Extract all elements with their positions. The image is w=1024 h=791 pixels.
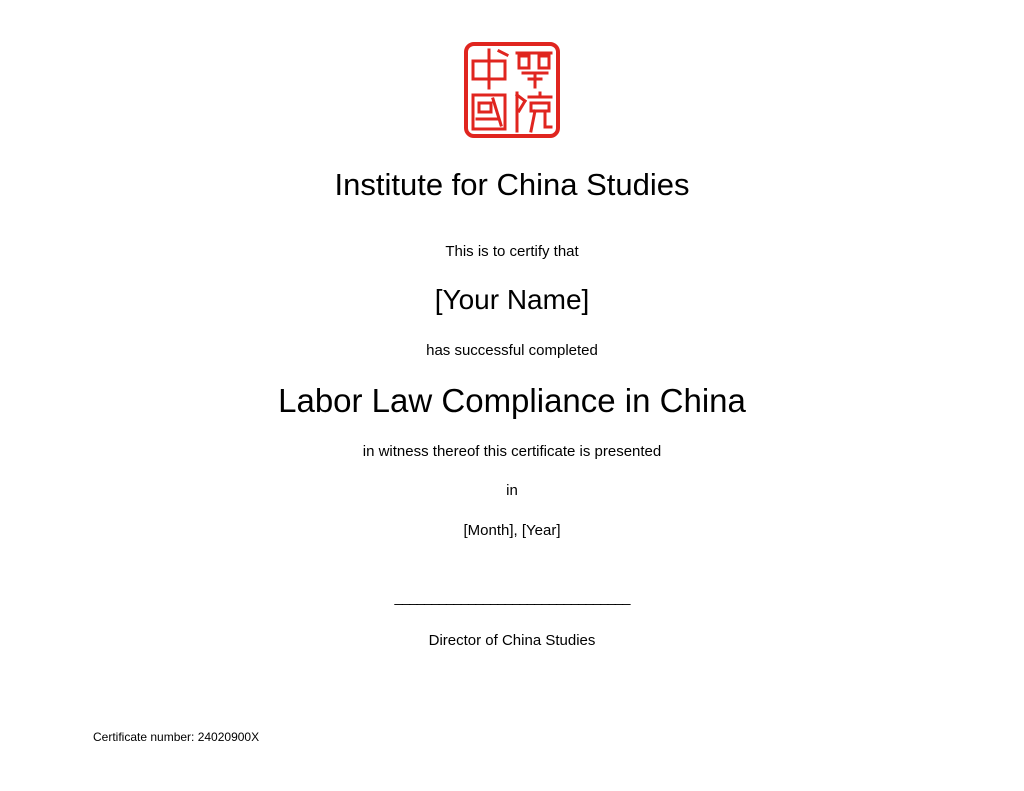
certificate-number: Certificate number: 24020900X [93,730,260,744]
signature-line: ________________________________ [394,589,630,606]
in-text: in [506,482,518,499]
certify-text: This is to certify that [445,243,579,260]
course-title: Labor Law Compliance in China [278,382,746,419]
completed-text: has successful completed [426,342,598,359]
seal-stamp-icon [463,41,561,139]
recipient-name: [Your Name] [434,284,590,315]
date-text: [Month], [Year] [463,522,561,539]
witness-text: in witness thereof this certificate is presented [362,443,662,460]
signatory-title: Director of China Studies [428,632,596,649]
institute-name: Institute for China Studies [334,167,690,202]
